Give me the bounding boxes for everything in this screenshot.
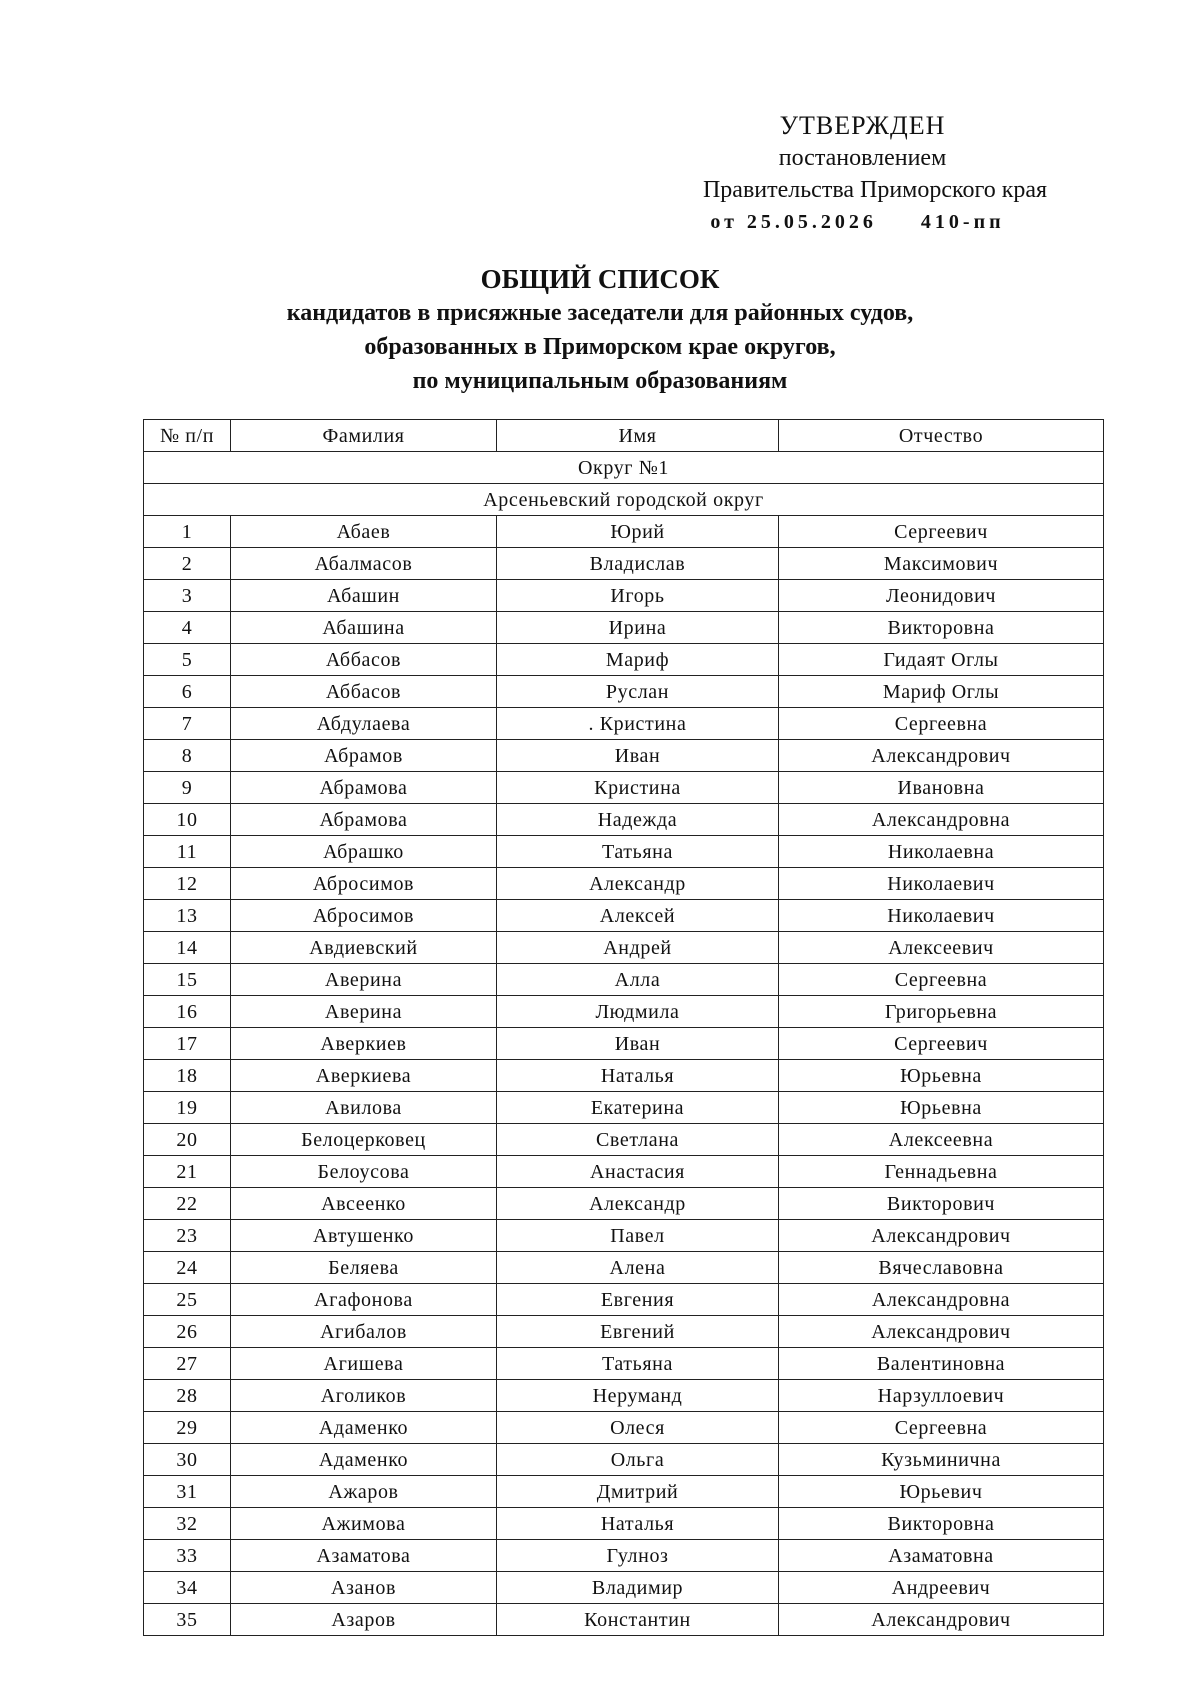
cell-surname: Азаматова (231, 1540, 497, 1572)
cell-name: Алла (497, 964, 779, 996)
table-row (144, 580, 1104, 612)
cell-patronymic: Сергеевна (779, 708, 1104, 740)
cell-surname: Ажаров (231, 1476, 497, 1508)
table-row (144, 804, 1104, 836)
cell-surname: Аверкиева (231, 1060, 497, 1092)
cell-surname: Аверкиев (231, 1028, 497, 1060)
cell-patronymic: Сергеевна (779, 964, 1104, 996)
cell-name: Мариф (497, 644, 779, 676)
cell-patronymic: Андреевич (779, 1572, 1104, 1604)
cell-patronymic: Александровна (779, 1284, 1104, 1316)
cell-patronymic: Азаматовна (779, 1540, 1104, 1572)
table-row (144, 1156, 1104, 1188)
cell-number: 4 (144, 612, 231, 644)
table-row (144, 1412, 1104, 1444)
cell-name: Константин (497, 1604, 779, 1636)
table-row (144, 772, 1104, 804)
table-row (144, 1380, 1104, 1412)
cell-patronymic: Николаевич (779, 900, 1104, 932)
table-row (144, 900, 1104, 932)
document-subtitle-line-2: образованных в Приморском крае округов, (364, 334, 836, 360)
cell-patronymic: Викторович (779, 1188, 1104, 1220)
cell-number: 18 (144, 1060, 231, 1092)
cell-number: 31 (144, 1476, 231, 1508)
cell-surname: Абаев (231, 516, 497, 548)
cell-number: 25 (144, 1284, 231, 1316)
cell-patronymic: Александрович (779, 1316, 1104, 1348)
approval-date-prefix: от (710, 211, 738, 233)
cell-surname: Абросимов (231, 868, 497, 900)
cell-surname: Аббасов (231, 644, 497, 676)
cell-number: 26 (144, 1316, 231, 1348)
table-row (144, 1444, 1104, 1476)
cell-name: Ирина (497, 612, 779, 644)
table-row (144, 644, 1104, 676)
district-label: Округ №1 (144, 452, 1104, 484)
cell-surname: Агибалов (231, 1316, 497, 1348)
cell-surname: Автушенко (231, 1220, 497, 1252)
cell-number: 32 (144, 1508, 231, 1540)
cell-surname: Абрамова (231, 804, 497, 836)
cell-number: 15 (144, 964, 231, 996)
table-row (144, 1540, 1104, 1572)
approval-status: УТВЕРЖДЕН (779, 111, 946, 140)
cell-number: 9 (144, 772, 231, 804)
cell-name: Владимир (497, 1572, 779, 1604)
district-row (144, 452, 1104, 484)
table-row (144, 1124, 1104, 1156)
approval-block (665, 110, 1085, 238)
cell-number: 23 (144, 1220, 231, 1252)
cell-name: Анастасия (497, 1156, 779, 1188)
cell-patronymic: Гидаят Оглы (779, 644, 1104, 676)
cell-surname: Авилова (231, 1092, 497, 1124)
document-title: ОБЩИЙ СПИСОК (480, 264, 720, 294)
cell-name: Наталья (497, 1508, 779, 1540)
cell-name: Евгения (497, 1284, 779, 1316)
cell-surname: Абрамова (231, 772, 497, 804)
approval-date-line (630, 206, 1085, 238)
cell-name: . Кристина (497, 708, 779, 740)
table-header-row (144, 420, 1104, 452)
cell-surname: Агафонова (231, 1284, 497, 1316)
cell-name: Наталья (497, 1060, 779, 1092)
table-row (144, 1028, 1104, 1060)
table-row (144, 836, 1104, 868)
cell-patronymic: Юрьевна (779, 1060, 1104, 1092)
document-heading (0, 262, 1200, 398)
cell-patronymic: Леонидович (779, 580, 1104, 612)
table-row (144, 1476, 1104, 1508)
cell-number: 30 (144, 1444, 231, 1476)
cell-patronymic: Александрович (779, 1220, 1104, 1252)
cell-patronymic: Григорьевна (779, 996, 1104, 1028)
cell-patronymic: Сергеевич (779, 516, 1104, 548)
cell-number: 11 (144, 836, 231, 868)
cell-name: Екатерина (497, 1092, 779, 1124)
cell-surname: Азанов (231, 1572, 497, 1604)
table-row (144, 516, 1104, 548)
cell-number: 24 (144, 1252, 231, 1284)
cell-surname: Аголиков (231, 1380, 497, 1412)
municipality-label: Арсеньевский городской округ (144, 484, 1104, 516)
cell-patronymic: Вячеславовна (779, 1252, 1104, 1284)
cell-number: 29 (144, 1412, 231, 1444)
approval-date: 25.05.2026 (746, 211, 877, 233)
cell-patronymic: Сергеевна (779, 1412, 1104, 1444)
cell-patronymic: Юрьевна (779, 1092, 1104, 1124)
cell-number: 12 (144, 868, 231, 900)
table-row (144, 1348, 1104, 1380)
header-name: Имя (497, 420, 779, 452)
cell-surname: Беляева (231, 1252, 497, 1284)
table-row (144, 1092, 1104, 1124)
approval-line-resolution: постановлением (778, 145, 947, 171)
cell-surname: Белоцерковец (231, 1124, 497, 1156)
cell-patronymic: Кузьминична (779, 1444, 1104, 1476)
cell-surname: Абрамов (231, 740, 497, 772)
cell-name: Руслан (497, 676, 779, 708)
candidates-table (143, 419, 1104, 1636)
cell-patronymic: Александрович (779, 1604, 1104, 1636)
cell-surname: Белоусова (231, 1156, 497, 1188)
cell-name: Алена (497, 1252, 779, 1284)
cell-number: 7 (144, 708, 231, 740)
cell-surname: Абашин (231, 580, 497, 612)
table-row (144, 612, 1104, 644)
cell-name: Александр (497, 868, 779, 900)
cell-number: 17 (144, 1028, 231, 1060)
document-subtitle-line-3: по муниципальным образованиям (412, 368, 788, 394)
cell-number: 21 (144, 1156, 231, 1188)
cell-name: Дмитрий (497, 1476, 779, 1508)
cell-surname: Аверина (231, 964, 497, 996)
table-row (144, 932, 1104, 964)
cell-number: 8 (144, 740, 231, 772)
cell-surname: Абашина (231, 612, 497, 644)
cell-surname: Авдиевский (231, 932, 497, 964)
cell-patronymic: Александрович (779, 740, 1104, 772)
cell-number: 10 (144, 804, 231, 836)
cell-patronymic: Валентиновна (779, 1348, 1104, 1380)
cell-name: Светлана (497, 1124, 779, 1156)
cell-number: 16 (144, 996, 231, 1028)
header-surname: Фамилия (231, 420, 497, 452)
cell-number: 19 (144, 1092, 231, 1124)
cell-number: 2 (144, 548, 231, 580)
cell-surname: Абрашко (231, 836, 497, 868)
cell-name: Олеся (497, 1412, 779, 1444)
cell-name: Андрей (497, 932, 779, 964)
cell-name: Неруманд (497, 1380, 779, 1412)
cell-patronymic: Николаевна (779, 836, 1104, 868)
cell-number: 35 (144, 1604, 231, 1636)
approval-number: 410-пп (920, 211, 1005, 233)
table-row (144, 1316, 1104, 1348)
cell-surname: Абросимов (231, 900, 497, 932)
cell-name: Игорь (497, 580, 779, 612)
cell-number: 22 (144, 1188, 231, 1220)
cell-name: Иван (497, 1028, 779, 1060)
cell-surname: Аббасов (231, 676, 497, 708)
cell-surname: Ажимова (231, 1508, 497, 1540)
cell-patronymic: Нарзуллоевич (779, 1380, 1104, 1412)
cell-number: 1 (144, 516, 231, 548)
cell-surname: Адаменко (231, 1444, 497, 1476)
cell-name: Гулноз (497, 1540, 779, 1572)
cell-surname: Авсеенко (231, 1188, 497, 1220)
cell-name: Кристина (497, 772, 779, 804)
table-row (144, 1572, 1104, 1604)
cell-name: Владислав (497, 548, 779, 580)
table-row (144, 1508, 1104, 1540)
table-row (144, 996, 1104, 1028)
table-row (144, 708, 1104, 740)
table-row (144, 1188, 1104, 1220)
cell-name: Павел (497, 1220, 779, 1252)
cell-name: Юрий (497, 516, 779, 548)
cell-number: 14 (144, 932, 231, 964)
cell-surname: Абалмасов (231, 548, 497, 580)
header-number: № п/п (144, 420, 231, 452)
cell-number: 6 (144, 676, 231, 708)
table-row (144, 1604, 1104, 1636)
cell-surname: Абдулаева (231, 708, 497, 740)
cell-number: 34 (144, 1572, 231, 1604)
cell-surname: Агишева (231, 1348, 497, 1380)
table-row (144, 676, 1104, 708)
cell-patronymic: Алексеевич (779, 932, 1104, 964)
table-row (144, 868, 1104, 900)
cell-patronymic: Геннадьевна (779, 1156, 1104, 1188)
table-row (144, 548, 1104, 580)
cell-patronymic: Викторовна (779, 1508, 1104, 1540)
cell-name: Надежда (497, 804, 779, 836)
cell-name: Евгений (497, 1316, 779, 1348)
table-row (144, 1060, 1104, 1092)
cell-name: Татьяна (497, 836, 779, 868)
document-subtitle-line-1: кандидатов в присяжные заседатели для районных судов, (286, 300, 914, 326)
cell-number: 5 (144, 644, 231, 676)
table-row (144, 964, 1104, 996)
cell-patronymic: Алексеевна (779, 1124, 1104, 1156)
cell-surname: Аверина (231, 996, 497, 1028)
cell-patronymic: Викторовна (779, 612, 1104, 644)
header-patronymic: Отчество (779, 420, 1104, 452)
cell-surname: Адаменко (231, 1412, 497, 1444)
cell-patronymic: Мариф Оглы (779, 676, 1104, 708)
cell-name: Иван (497, 740, 779, 772)
cell-patronymic: Максимович (779, 548, 1104, 580)
cell-name: Ольга (497, 1444, 779, 1476)
table-row (144, 1220, 1104, 1252)
cell-name: Татьяна (497, 1348, 779, 1380)
cell-number: 33 (144, 1540, 231, 1572)
cell-number: 3 (144, 580, 231, 612)
table-row (144, 740, 1104, 772)
cell-patronymic: Николаевич (779, 868, 1104, 900)
cell-name: Александр (497, 1188, 779, 1220)
cell-number: 28 (144, 1380, 231, 1412)
cell-surname: Азаров (231, 1604, 497, 1636)
cell-name: Людмила (497, 996, 779, 1028)
cell-number: 27 (144, 1348, 231, 1380)
municipality-row (144, 484, 1104, 516)
cell-patronymic: Сергеевич (779, 1028, 1104, 1060)
cell-patronymic: Александровна (779, 804, 1104, 836)
cell-name: Алексей (497, 900, 779, 932)
cell-number: 20 (144, 1124, 231, 1156)
approval-line-government: Правительства Приморского края (702, 177, 1048, 203)
table-row (144, 1252, 1104, 1284)
cell-patronymic: Ивановна (779, 772, 1104, 804)
cell-patronymic: Юрьевич (779, 1476, 1104, 1508)
cell-number: 13 (144, 900, 231, 932)
table-row (144, 1284, 1104, 1316)
